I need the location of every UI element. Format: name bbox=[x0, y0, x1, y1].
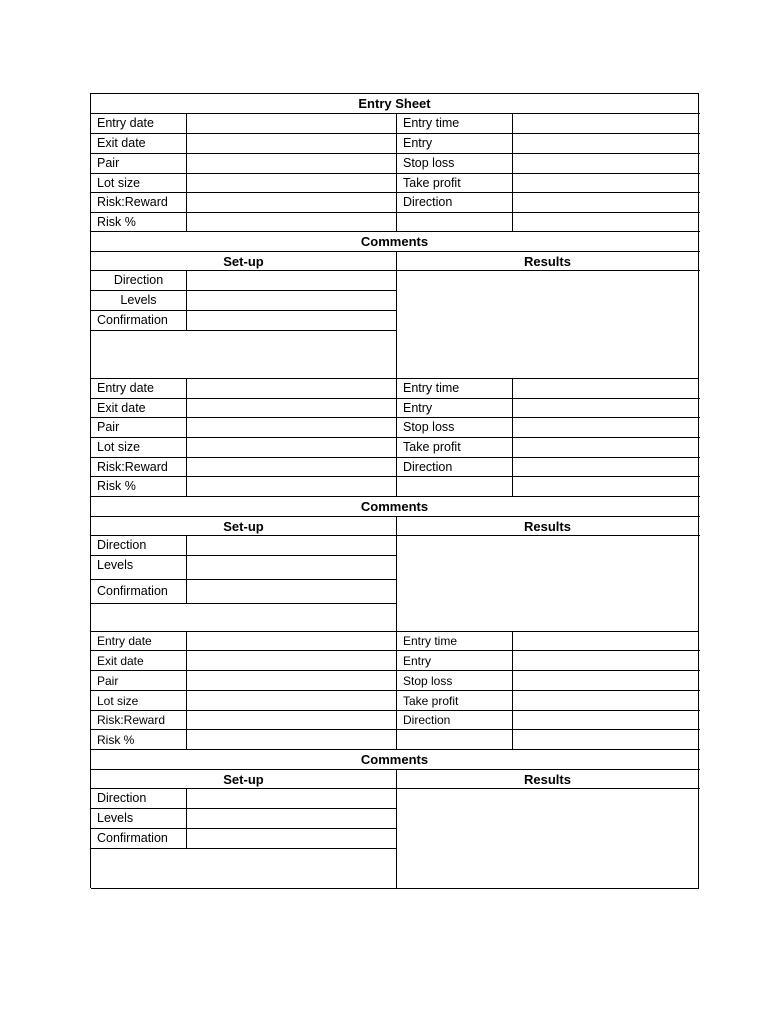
lot-size-field[interactable] bbox=[187, 174, 397, 192]
label-setup-levels: Levels bbox=[91, 291, 187, 310]
setup-heading: Set-up bbox=[91, 770, 397, 788]
label-risk-percent: Risk % bbox=[91, 730, 187, 749]
risk-percent-field[interactable] bbox=[187, 477, 397, 496]
label-exit-date: Exit date bbox=[91, 134, 187, 153]
trade-row bbox=[91, 193, 700, 213]
lot-size-field[interactable] bbox=[187, 438, 397, 457]
setup-row bbox=[91, 271, 397, 291]
risk-percent-field[interactable] bbox=[187, 730, 397, 749]
results-heading: Results bbox=[397, 770, 699, 788]
take-profit-field[interactable] bbox=[513, 691, 699, 710]
exit-date-field[interactable] bbox=[187, 134, 397, 153]
setup-row bbox=[91, 311, 397, 331]
entry-date-field[interactable] bbox=[187, 114, 397, 133]
entry-field[interactable] bbox=[513, 399, 699, 417]
trade-row bbox=[91, 114, 700, 134]
comments-row bbox=[91, 497, 700, 517]
setup-results-header-row bbox=[91, 770, 700, 789]
label-lot-size: Lot size bbox=[91, 438, 187, 457]
entry-date-field[interactable] bbox=[187, 632, 397, 650]
label-pair: Pair bbox=[91, 154, 187, 173]
direction-field[interactable] bbox=[513, 193, 699, 212]
label-entry-date: Entry date bbox=[91, 379, 187, 398]
entry-field[interactable] bbox=[513, 134, 699, 153]
exit-date-field[interactable] bbox=[187, 399, 397, 417]
label-direction: Direction bbox=[397, 193, 513, 212]
trade-row bbox=[91, 477, 700, 497]
label-direction: Direction bbox=[397, 711, 513, 729]
trade-row bbox=[91, 418, 700, 438]
trade-row bbox=[91, 711, 700, 730]
label-setup-direction: Direction bbox=[91, 789, 187, 808]
risk-reward-field[interactable] bbox=[187, 711, 397, 729]
direction-field[interactable] bbox=[513, 458, 699, 476]
label-risk-reward: Risk:Reward bbox=[91, 193, 187, 212]
setup-confirmation-field[interactable] bbox=[187, 311, 397, 330]
comments-heading: Comments bbox=[91, 497, 699, 516]
label-setup-direction: Direction bbox=[91, 536, 187, 555]
comments-row bbox=[91, 750, 700, 770]
label-entry: Entry bbox=[397, 651, 513, 670]
label-entry-time: Entry time bbox=[397, 632, 513, 650]
blank-field[interactable] bbox=[513, 730, 699, 749]
blank-field[interactable] bbox=[513, 213, 699, 231]
trade-row bbox=[91, 213, 700, 232]
label-take-profit: Take profit bbox=[397, 691, 513, 710]
label-exit-date: Exit date bbox=[91, 651, 187, 670]
trade-row bbox=[91, 438, 700, 458]
setup-direction-field[interactable] bbox=[187, 271, 397, 290]
label-entry: Entry bbox=[397, 399, 513, 417]
setup-row bbox=[91, 789, 397, 809]
entry-time-field[interactable] bbox=[513, 379, 699, 398]
setup-row bbox=[91, 829, 397, 849]
label-stop-loss: Stop loss bbox=[397, 154, 513, 173]
sheet-title: Entry Sheet bbox=[91, 94, 699, 113]
lot-size-field[interactable] bbox=[187, 691, 397, 710]
label-take-profit: Take profit bbox=[397, 174, 513, 192]
risk-reward-field[interactable] bbox=[187, 458, 397, 476]
setup-row bbox=[91, 556, 397, 580]
setup-results-header-row bbox=[91, 517, 700, 536]
label-direction: Direction bbox=[397, 458, 513, 476]
label-pair: Pair bbox=[91, 671, 187, 690]
label-entry-time: Entry time bbox=[397, 114, 513, 133]
trade-row bbox=[91, 651, 700, 671]
label-risk-percent: Risk % bbox=[91, 213, 187, 231]
label-entry-date: Entry date bbox=[91, 114, 187, 133]
comments-heading: Comments bbox=[91, 232, 699, 251]
setup-confirmation-field[interactable] bbox=[187, 829, 397, 848]
setup-direction-field[interactable] bbox=[187, 536, 397, 555]
trade-row bbox=[91, 730, 700, 750]
label-setup-confirmation: Confirmation bbox=[91, 829, 187, 848]
pair-field[interactable] bbox=[187, 671, 397, 690]
setup-levels-field[interactable] bbox=[187, 809, 397, 828]
trade-row bbox=[91, 458, 700, 477]
entry-time-field[interactable] bbox=[513, 114, 699, 133]
label-take-profit: Take profit bbox=[397, 438, 513, 457]
take-profit-field[interactable] bbox=[513, 174, 699, 192]
trade-row bbox=[91, 379, 700, 399]
label-entry: Entry bbox=[397, 134, 513, 153]
results-heading: Results bbox=[397, 517, 699, 535]
label-setup-confirmation: Confirmation bbox=[91, 580, 187, 603]
risk-percent-field[interactable] bbox=[187, 213, 397, 231]
label-setup-confirmation: Confirmation bbox=[91, 311, 187, 330]
label-setup-levels: Levels bbox=[91, 556, 187, 579]
label-lot-size: Lot size bbox=[91, 691, 187, 710]
entry-date-field[interactable] bbox=[187, 379, 397, 398]
results-area[interactable] bbox=[397, 271, 699, 379]
results-heading: Results bbox=[397, 252, 699, 270]
label-risk-percent: Risk % bbox=[91, 477, 187, 496]
label-risk-reward: Risk:Reward bbox=[91, 711, 187, 729]
setup-levels-field[interactable] bbox=[187, 556, 397, 579]
trade-row bbox=[91, 671, 700, 691]
results-area[interactable] bbox=[397, 789, 699, 889]
entry-field[interactable] bbox=[513, 651, 699, 670]
blank-label-cell bbox=[397, 213, 513, 231]
trade-row bbox=[91, 632, 700, 651]
label-stop-loss: Stop loss bbox=[397, 418, 513, 437]
setup-row bbox=[91, 580, 397, 604]
trade-row bbox=[91, 399, 700, 418]
pair-field[interactable] bbox=[187, 154, 397, 173]
setup-row bbox=[91, 809, 397, 829]
trade-row bbox=[91, 134, 700, 154]
entry-time-field[interactable] bbox=[513, 632, 699, 650]
direction-field[interactable] bbox=[513, 711, 699, 729]
risk-reward-field[interactable] bbox=[187, 193, 397, 212]
label-exit-date: Exit date bbox=[91, 399, 187, 417]
trade-row bbox=[91, 154, 700, 174]
exit-date-field[interactable] bbox=[187, 651, 397, 670]
label-lot-size: Lot size bbox=[91, 174, 187, 192]
label-setup-levels: Levels bbox=[91, 809, 187, 828]
stop-loss-field[interactable] bbox=[513, 418, 699, 437]
setup-results-header-row bbox=[91, 252, 700, 271]
label-entry-date: Entry date bbox=[91, 632, 187, 650]
stop-loss-field[interactable] bbox=[513, 154, 699, 173]
label-stop-loss: Stop loss bbox=[397, 671, 513, 690]
label-setup-direction: Direction bbox=[91, 271, 187, 290]
pair-field[interactable] bbox=[187, 418, 397, 437]
blank-label-cell bbox=[397, 730, 513, 749]
label-pair: Pair bbox=[91, 418, 187, 437]
setup-direction-field[interactable] bbox=[187, 789, 397, 808]
blank-field[interactable] bbox=[513, 477, 699, 496]
stop-loss-field[interactable] bbox=[513, 671, 699, 690]
setup-row bbox=[91, 291, 397, 311]
label-entry-time: Entry time bbox=[397, 379, 513, 398]
comments-heading: Comments bbox=[91, 750, 699, 769]
blank-label-cell bbox=[397, 477, 513, 496]
setup-heading: Set-up bbox=[91, 252, 397, 270]
setup-confirmation-field[interactable] bbox=[187, 580, 397, 603]
entry-sheet bbox=[90, 93, 699, 888]
label-risk-reward: Risk:Reward bbox=[91, 458, 187, 476]
setup-levels-field[interactable] bbox=[187, 291, 397, 310]
title-row bbox=[91, 94, 700, 114]
setup-heading: Set-up bbox=[91, 517, 397, 535]
take-profit-field[interactable] bbox=[513, 438, 699, 457]
trade-row bbox=[91, 691, 700, 711]
results-area[interactable] bbox=[397, 536, 699, 632]
comments-row bbox=[91, 232, 700, 252]
trade-row bbox=[91, 174, 700, 193]
setup-row bbox=[91, 536, 397, 556]
